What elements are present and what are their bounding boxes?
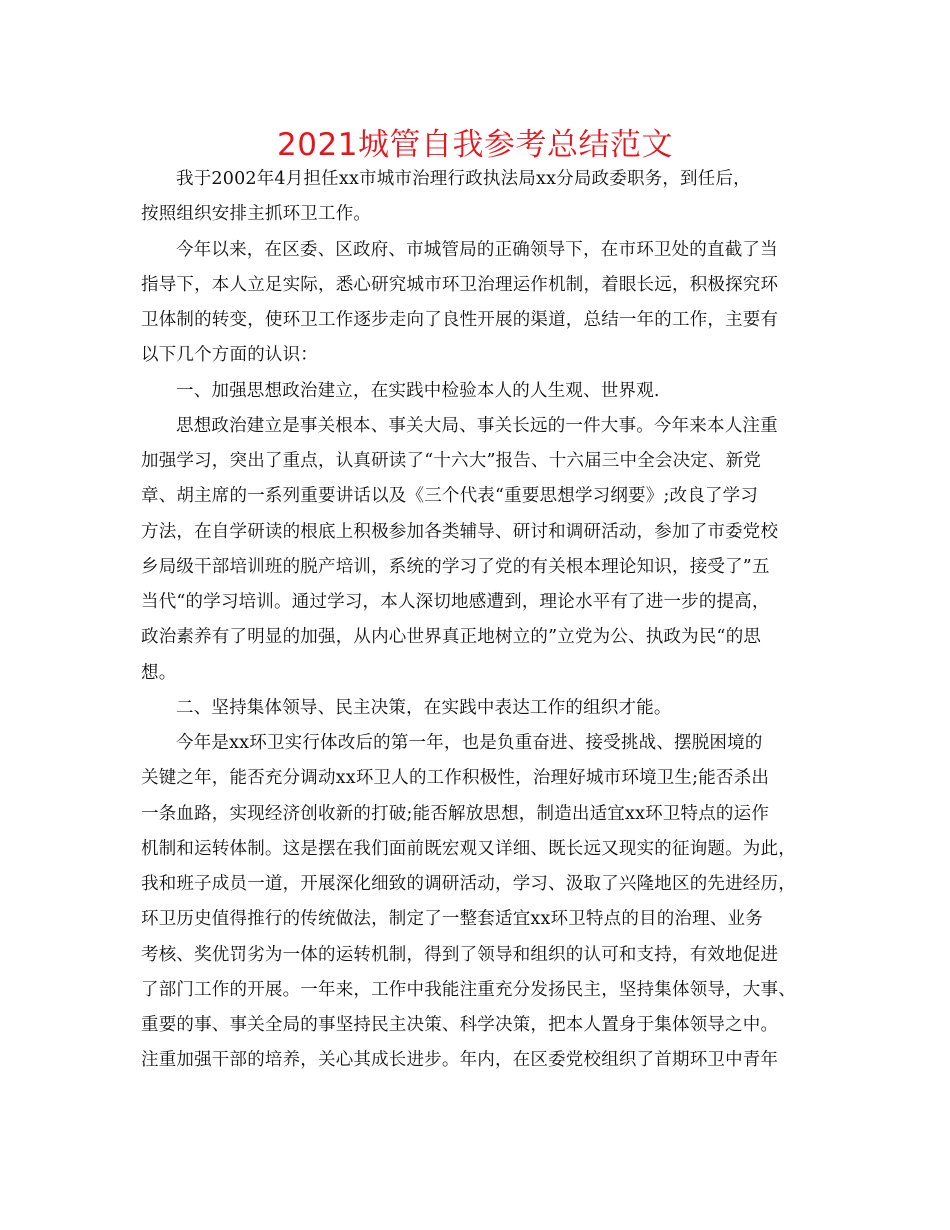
body-line: 今年以来，在区委、区政府、市城管局的正确领导下，在市环卫处的直截了当	[176, 239, 778, 260]
body-line: 加强学习，突出了重点，认真研读了“十六大”报告、十六届三中全会决定、新党	[141, 451, 762, 471]
body-line: 机制和运转体制。这是摆在我们面前既宏观又详细、既长远又现实的征询题。为此，	[141, 838, 796, 859]
body-line: 以下几个方面的认识：	[141, 345, 318, 366]
body-line: 章、胡主席的一系列重要讲话以及《三个代表“重要思想学习纲要》;改良了学习	[141, 486, 759, 507]
body-line: 关键之年，能否充分调动xx环卫人的工作积极性，治理好城市环境卫生;能否杀出	[141, 768, 770, 789]
section-heading: 一、加强思想政治建立，在实践中检验本人的人生观、世界观.	[176, 380, 660, 401]
body-line: 想。	[141, 662, 177, 683]
body-line: 我于2002年4月担任xx市城市治理行政执法局xx分局政委职务，到任后，	[176, 169, 751, 189]
body-line: 重要的事、事关全局的事坚持民主决策、科学决策，把本人置身于集体领导之中。	[141, 1015, 779, 1035]
body-line: 我和班子成员一道，开展深化细致的调研活动，学习、汲取了兴隆地区的先进经历，	[141, 874, 796, 894]
document-body	[141, 162, 813, 1079]
body-line: 考核、奖优罚劣为一体的运转机制，得到了领导和组织的认可和支持，有效地促进	[141, 944, 779, 965]
body-line: 指导下，本人立足实际，悉心研究城市环卫治理运作机制，着眼长远，积极探究环	[141, 274, 779, 295]
document-title: 2021城管自我参考总结范文	[277, 127, 673, 163]
section-heading: 二、坚持集体领导、民主决策，在实践中表达工作的组织才能。	[176, 697, 672, 718]
body-line: 按照组织安排主抓环卫工作。	[141, 204, 372, 225]
body-line: 了部门工作的开展。一年来，工作中我能注重充分发扬民主，坚持集体领导，大事、	[141, 979, 796, 1000]
body-line: 乡局级干部培训班的脱产培训，系统的学习了党的有关根本理论知识，接受了”五	[141, 556, 770, 577]
body-line: 思想政治建立是事关根本、事关大局、事关长远的一件大事。今年来本人注重	[176, 415, 778, 436]
body-line: 当代“的学习培训。通过学习，本人深切地感遭到，理论水平有了进一步的提高，	[141, 592, 770, 612]
body-line: 政治素养有了明显的加强，从内心世界真正地树立的”立党为公、执政为民“的思	[141, 627, 762, 648]
body-line: 今年是xx环卫实行体改后的第一年，也是负重奋进、接受挑战、摆脱困境的	[176, 733, 763, 753]
body-line: 方法，在自学研读的根底上积极参加各类辅导、研讨和调研活动，参加了市委党校	[141, 521, 779, 542]
body-line: 注重加强干部的培养，关心其成长进步。年内，在区委党校组织了首期环卫中青年	[141, 1050, 779, 1071]
body-line: 环卫历史值得推行的传统做法，制定了一整套适宜xx环卫特点的目的治理、业务	[141, 909, 763, 930]
body-line: 卫体制的转变，使环卫工作逐步走向了良性开展的渠道，总结一年的工作，主要有	[141, 310, 779, 330]
body-line: 一条血路，实现经济创收新的打破;能否解放思想，制造出适宜xx环卫特点的运作	[141, 803, 770, 824]
